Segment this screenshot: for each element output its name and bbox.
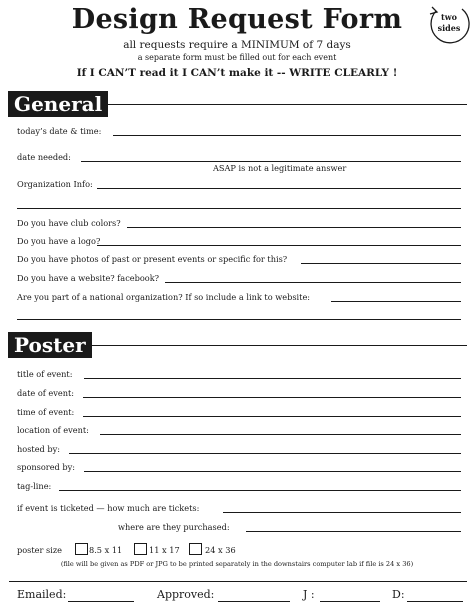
- club-colors-label: Do you have club colors?: [17, 218, 121, 228]
- form-title: Design Request Form: [71, 4, 403, 35]
- size-24x36-checkbox[interactable]: [189, 543, 202, 555]
- tagline-label: tag-line:: [17, 481, 52, 491]
- event-location-label: location of event:: [17, 425, 89, 435]
- photos-field[interactable]: [301, 263, 461, 264]
- website-field[interactable]: [165, 282, 461, 283]
- date-time-label: today’s date & time:: [17, 126, 102, 136]
- footer-divider: [9, 581, 467, 582]
- j-field[interactable]: [320, 601, 380, 602]
- event-location-field[interactable]: [100, 434, 461, 435]
- sponsored-by-field[interactable]: [84, 471, 461, 472]
- event-title-label: title of event:: [17, 369, 73, 379]
- ticket-purchase-label: where are they purchased:: [118, 522, 230, 532]
- badge-line-2: sides: [437, 23, 461, 33]
- approved-field[interactable]: [218, 601, 290, 602]
- ticket-price-field[interactable]: [223, 512, 461, 513]
- logo-label: Do you have a logo?: [17, 236, 101, 246]
- event-time-field[interactable]: [83, 416, 461, 417]
- hosted-by-field[interactable]: [69, 453, 461, 454]
- d-field[interactable]: [407, 601, 463, 602]
- write-clearly-warning: If I CAN’T read it I CAN’t make it -- WRITE CLEARLY !: [76, 67, 398, 79]
- asap-note: ASAP is not a legitimate answer: [213, 163, 347, 173]
- tagline-field[interactable]: [59, 490, 461, 491]
- national-org-field[interactable]: [331, 301, 461, 302]
- badge-line-1: two: [441, 12, 457, 22]
- org-info-label: Organization Info:: [17, 179, 93, 189]
- j-label: J :: [303, 588, 315, 601]
- event-date-label: date of event:: [17, 388, 75, 398]
- hosted-by-label: hosted by:: [17, 444, 61, 454]
- ticket-purchase-field[interactable]: [246, 531, 461, 532]
- emailed-field[interactable]: [68, 601, 134, 602]
- ticket-price-label: if event is ticketed — how much are tickets:: [17, 503, 200, 513]
- poster-heading: Poster: [8, 332, 92, 358]
- two-sides-badge: [428, 3, 470, 45]
- org-info-field[interactable]: [97, 188, 461, 189]
- size-8-5x11-label: 8.5 x 11: [89, 545, 123, 555]
- emailed-label: Emailed:: [17, 588, 67, 601]
- minimum-days-note: all requests require a MINIMUM of 7 days: [123, 39, 351, 51]
- approved-label: Approved:: [157, 588, 215, 601]
- date-needed-label: date needed:: [17, 152, 71, 162]
- size-11x17-checkbox[interactable]: [134, 543, 147, 555]
- event-title-field[interactable]: [84, 378, 461, 379]
- national-org-field-2[interactable]: [17, 319, 461, 320]
- poster-size-label: poster size: [17, 545, 63, 555]
- d-label: D:: [392, 588, 405, 601]
- event-time-label: time of event:: [17, 407, 75, 417]
- size-24x36-label: 24 x 36: [205, 545, 236, 555]
- org-info-field-2[interactable]: [17, 208, 461, 209]
- date-needed-field[interactable]: [81, 161, 461, 162]
- date-time-field[interactable]: [113, 135, 461, 136]
- file-format-note: (file will be given as PDF or JPG to be printed separately in the downstairs computer lab if file is 24 x 36): [60, 560, 414, 568]
- size-11x17-label: 11 x 17: [149, 545, 180, 555]
- national-org-label: Are you part of a national organization? If so include a link to website:: [17, 292, 311, 302]
- general-heading: General: [8, 91, 108, 117]
- club-colors-field[interactable]: [127, 227, 461, 228]
- photos-label: Do you have photos of past or present events or specific for this?: [17, 254, 288, 264]
- sponsored-by-label: sponsored by:: [17, 462, 76, 472]
- size-8-5x11-checkbox[interactable]: [75, 543, 88, 555]
- logo-field[interactable]: [97, 245, 461, 246]
- separate-form-note: a separate form must be filled out for each event: [137, 53, 337, 62]
- website-label: Do you have a website? facebook?: [17, 273, 160, 283]
- event-date-field[interactable]: [83, 397, 461, 398]
